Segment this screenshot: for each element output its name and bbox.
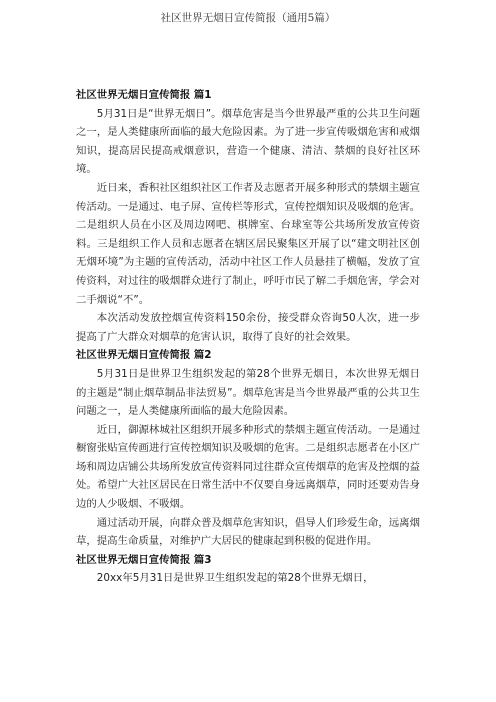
paragraph: 近日来，香积社区组织社区工作者及志愿者开展多种形式的禁烟主题宣传活动。一是通过、电子屏、宣传栏等形式，宣传控烟知识及吸烟的危害。二是组织人员在小区及周边网吧、棋牌室、台球室等公共场所发放宣传资料。三是组织工作人员和志愿者在辖区居民聚集区开展了以“建文明社区创无烟环境”为主题的宣传活动，活动中社区工作人员悬挂了横幅，发放了宣传资料，对过往的吸烟群众进行了制止，呼吁市民了解二手烟危害，学会对二手烟说“不”。 [76,181,420,306]
section-heading: 社区世界无烟日宣传简报 篇1 [76,89,212,101]
document-body [76,86,420,588]
paragraph: 5月31日是“世界无烟日”。烟草危害是当今世界最严重的公共卫生问题之一，是人类健康所面临的最大危险因素。为了进一步宣传吸烟危害和戒烟知识，提高居民提高戒烟意识，营造一个健康、清洁、禁烟的良好社区环境。 [76,107,420,176]
paragraph: 通过活动开展，向群众普及烟草危害知识，倡导人们珍爱生命，远离烟草，提高生命质量，对维护广大居民的健康起到积极的促进作用。 [76,516,420,548]
section-2 [76,346,420,551]
paragraph: 5月31日是世界卫生组织发起的第28个世界无烟日，本次世界无烟日的主题是“制止烟草制品非法贸易”。烟草危害是当今世界最严重的公共卫生问题之一，是人类健康所面临的最大危险因素。 [76,367,420,418]
section-heading: 社区世界无烟日宣传简报 篇3 [76,553,212,566]
section-1 [76,86,420,346]
section-heading: 社区世界无烟日宣传简报 篇2 [76,349,212,362]
paragraph: 近日，御源林城社区组织开展多种形式的禁烟主题宣传活动。一是通过橱窗张贴宣传画进行宣传控烟知识及吸烟的危害。二是组织志愿者在小区广场和周边店铺公共场所发放宣传资料同过往群众宣传烟草的危害及控烟的益处。希望广大社区居民在日常生活中不仅要自身远离烟草，同时还要劝告身边的人少吸烟、不吸烟。 [76,423,420,511]
paragraph: 20xx年5月31日是世界卫生组织发起的第28个世界无烟日， [96,572,374,585]
paragraph: 本次活动发放控烟宣传资料150余份，接受群众咨询50人次，进一步提高了广大群众对烟草的危害认识，取得了良好的社会效果。 [76,312,420,343]
section-3 [76,551,420,588]
document-title: 社区世界无烟日宣传简报（通用5篇） [160,12,336,24]
